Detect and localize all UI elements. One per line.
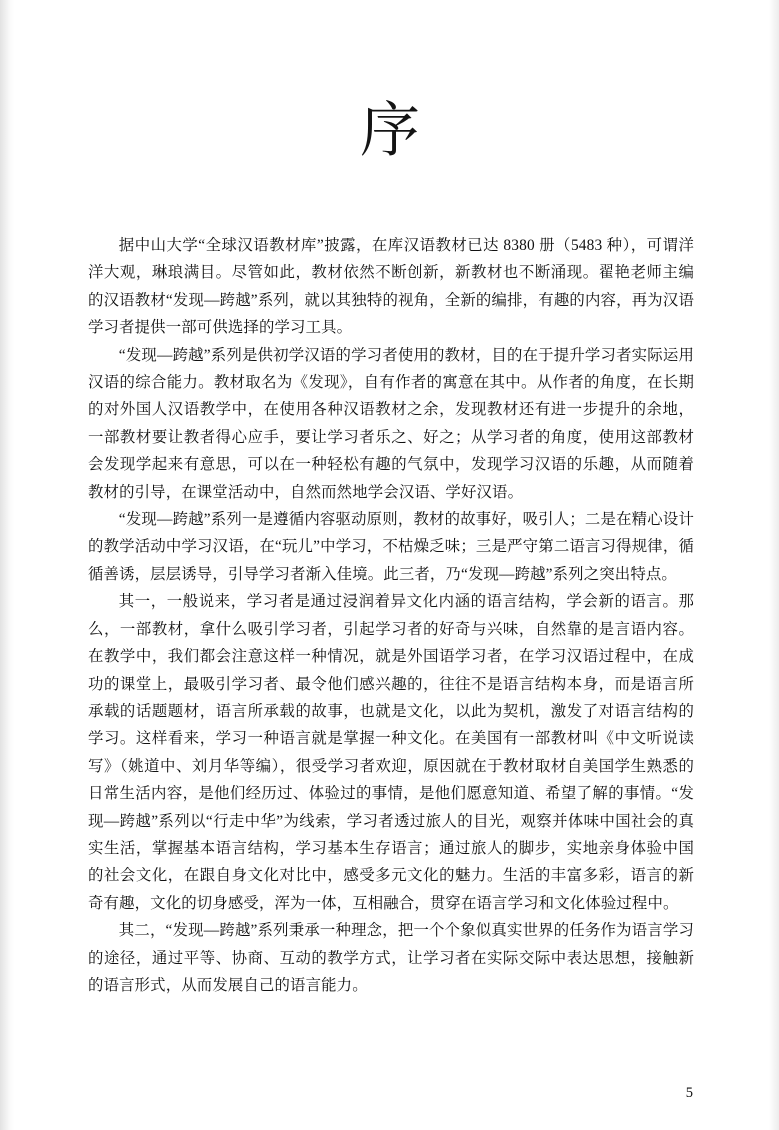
- body-text: [88, 232, 694, 999]
- paragraph: 其二，“发现—跨越”系列秉承一种理念，把一个个象似真实世界的任务作为语言学习的途径，通过平等、协商、互动的教学方式，让学习者在实际交际中表达思想，接触新的语言形式，从而发展自己的语言能力。: [88, 922, 694, 994]
- paragraph: 其一，一般说来，学习者是通过浸润着异文化内涵的语言结构，学会新的语言。那么，一部教材，拿什么吸引学习者，引起学习者的好奇与兴味，自然靠的是言语内容。在教学中，我们都会注意这样一种情况，就是外国语学习者，在学习汉语过程中，在成功的课堂上，最吸引学习者、最令他们感兴趣的，往往不是语言结构本身，而是语言所承载的话题题材，语言所承载的故事，也就是文化，以此为契机，激发了对语言结构的学习。这样看来，学习一种语言就是掌握一种文化。在美国有一部教材叫《中文听说读写》（姚道中、刘月华等编），很受学习者欢迎，原因就在于教材取材自美国学生熟悉的日常生活内容，是他们经历过、体验过的事情，是他们愿意知道、希望了解的事情。“发现—跨越”系列以“行走中华”为线索，学习者透过旅人的目光，观察并体味中国社会的真实生活，掌握基本语言结构，学习基本生存语言；通过旅人的脚步，实地亲身体验中国的社会文化，在跟自身文化对比中，感受多元文化的魅力。生活的丰富多彩，语言的新奇有趣，文化的切身感受，浑为一体，互相融合，贯穿在语言学习和文化体验过程中。: [88, 593, 694, 912]
- page-number: 5: [685, 1085, 693, 1101]
- paragraph: “发现—跨越”系列是供初学汉语的学习者使用的教材，目的在于提升学习者实际运用汉语的综合能力。教材取名为《发现》，自有作者的寓意在其中。从作者的角度，在长期的对外国人汉语教学中，在使用各种汉语教材之余，发现教材还有进一步提升的余地，一部教材要让教者得心应手，要让学习者乐之、好之；从学习者的角度，使用这部教材会发现学起来有意思，可以在一种轻松有趣的气氛中，发现学习汉语的乐趣，从而随着教材的引导，在课堂活动中，自然而然地学会汉语、学好汉语。: [88, 346, 694, 501]
- page-title: 序: [360, 98, 422, 164]
- paragraph: 据中山大学“全球汉语教材库”披露，在库汉语教材已达 8380 册（5483 种），可谓洋洋大观，琳琅满目。尽管如此，教材依然不断创新，新教材也不断涌现。翟艳老师主编的汉语教材“发现—跨越”系列，就以其独特的视角，全新的编排，有趣的内容，再为汉语学习者提供一部可供选择的学习工具。: [88, 237, 694, 337]
- paragraph: “发现—跨越”系列一是遵循内容驱动原则，教材的故事好，吸引人；二是在精心设计的教学活动中学习汉语，在“玩儿”中学习，不枯燥乏味；三是严守第二语言习得规律，循循善诱，层层诱导，引导学习者渐入佳境。此三者，乃“发现—跨越”系列之突出特点。: [88, 511, 694, 583]
- page-content: [88, 0, 694, 1130]
